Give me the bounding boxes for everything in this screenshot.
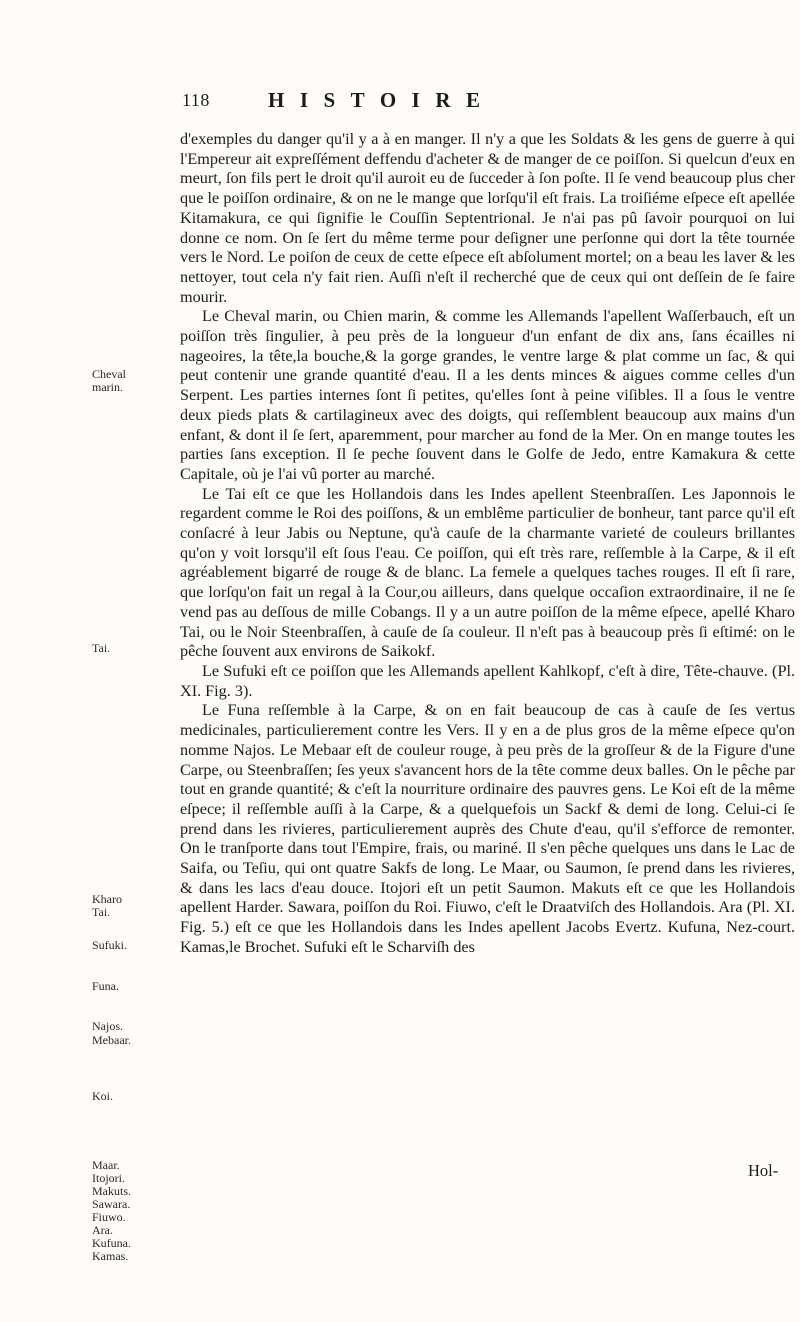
margin-note-koi: [92, 1090, 113, 1103]
margin-note-line: marin.: [92, 380, 123, 394]
body-text: [180, 130, 795, 958]
running-title: HISTOIRE: [268, 88, 496, 112]
margin-note-line: Fiuwo.: [92, 1210, 126, 1224]
margin-note-line: Makuts.: [92, 1184, 131, 1198]
margin-note-sufuki: [92, 939, 127, 952]
margin-note-funa: [92, 980, 119, 993]
paragraph-cheval-marin: Le Cheval marin, ou Chien marin, & comme les Allemands l'apellent Waſſerbauch, eſt un poiſſon très ſingulier, à peu près de la longueur d'un enfant de dix ans, ſans écailles ni nageoires, la tête,la bouche,& la gorge grandes, le ventre large & plat comme un ſac, & qui peut contenir une grande quantité d'eau. Il a les dents minces & aigues comme celles d'un Serpent. Les parties internes ſont ſi petites, qu'elles ſont à peine viſibles. Il a ſous le ventre deux pieds plats & cartilagineux avec des doigts, qui reſſemblent beaucoup aux mains d'un enfant, & dont il ſe ſert, aparemment, pour marcher au fond de la Mer. On en mange toutes les parties ſans exception. Il ſe peche ſouvent dans le Golfe de Jedo, entre Kamakura & cette Capitale, où je l'ai vû porter au marché.: [180, 307, 795, 483]
margin-note-line: Kufuna.: [92, 1236, 131, 1250]
margin-note-line: Funa.: [92, 979, 119, 993]
page-number: 118: [182, 90, 210, 110]
catchword: Hol-: [748, 1161, 779, 1180]
page-header: [182, 90, 792, 118]
margin-note-line: Itojori.: [92, 1171, 125, 1185]
paragraph-funa: Le Funa reſſemble à la Carpe, & on en fait beaucoup de cas à cauſe de ſes vertus medicinales, particulierement contre les Vers. Il y en a de plus gros de la même eſpece qu'on nomme Najos. Le Mebaar eſt de couleur rouge, à peu près de la groſſeur & de la Figure d'une Carpe, ou Steenbraſſen; ſes yeux s'avancent hors de la tête comme deux balles. On le pêche par tout en grande quantité; & c'eſt la nourriture ordinaire des pauvres gens. Le Koi eſt de la même eſpece; il reſſemble auſſi à la Carpe, & a quelquefois un Sackf & demi de long. Celui-ci ſe prend dans les rivieres, particulierement auprès des Chute d'eau, qu'il s'efforce de remonter. On le tranſporte dans tout l'Empire, frais, ou mariné. Il s'en pêche quelques uns dans le Lac de Saifa, ou Teſiu, qui ont quatre Sakfs de long. Le Maar, ou Saumon, ſe prend dans les rivieres, & dans les lacs d'eau douce. Itojori eſt un petit Saumon. Makuts eſt ce que les Hollandois apellent Harder. Sawara, poiſſon du Roi. Fiuwo, c'eſt le Draatviſch des Hollandois. Ara (Pl. XI. Fig. 5.) eſt ce que les Hollandois dans les Indes apellent Jacobs Evertz. Kufuna, Nez-court. Kamas,le Brochet. Sufuki eſt le Scharviſh des: [180, 701, 795, 956]
margin-note-line: Maar.: [92, 1158, 120, 1172]
margin-note-line: Najos.: [92, 1019, 123, 1033]
margin-note-mebaar: [92, 1034, 131, 1047]
margin-note-line: Tai.: [92, 905, 111, 919]
margin-note-cheval-marin: [92, 368, 126, 394]
margin-note-najos: [92, 1020, 123, 1033]
margin-note-line: Mebaar.: [92, 1033, 131, 1047]
margin-note-line: Sufuki.: [92, 938, 128, 952]
margin-note-tai: [92, 642, 110, 655]
margin-note-line: Kharo: [92, 892, 122, 906]
margin-note-kharo-tai: [92, 893, 122, 919]
margin-note-line: Ara.: [92, 1223, 113, 1237]
paragraph-sufuki: Le Sufuki eſt ce poiſſon que les Allemands apellent Kahlkopf, c'eſt à dire, Tête-chauve. (Pl. XI. Fig. 3).: [180, 661, 795, 700]
margin-note-line: Kamas.: [92, 1249, 129, 1263]
paragraph-tai: Le Tai eſt ce que les Hollandois dans les Indes apellent Steenbraſſen. Les Japonnois le regardent comme le Roi des poiſſons, & un emblême particulier de bonheur, tant parce qu'il eſt conſacré à leur Jabis ou Neptune, qu'à cauſe de la charmante varieté de couleurs brillantes qu'on y voit lorsqu'il eſt ſous l'eau. Ce poiſſon, qui eſt très rare, reſſemble à la Carpe, & il eſt agréablement bigarré de rouge & de blanc. La femele a quelques taches rouges. Il eſt ſi rare, que lorſqu'on fait un regal à la Cour,ou ailleurs, dans quelque occaſion extraordinaire, il ne ſe vend pas au deſſous de mille Cobangs. Il y a un autre poiſſon de la même eſpece, apellé Kharo Tai, ou le Noir Steenbraſſen, à cauſe de ſa couleur. Il n'eſt pas à beaucoup près ſi eſtimé: on le pêche ſouvent aux environs de Saikokf.: [180, 484, 795, 661]
margin-note-line: Koi.: [92, 1089, 113, 1103]
margin-note-line: Sawara.: [92, 1197, 131, 1211]
margin-note-maar-group: [92, 1159, 131, 1263]
paragraph-continuation: d'exemples du danger qu'il y a à en manger. Il n'y a que les Soldats & les gens de guerre à qui l'Empereur ait expreſſément deffendu d'acheter & de manger de ce poiſſon. Si quelcun d'eux en meurt, ſon fils pert le droit qu'il auroit eu de ſucceder à ſon poſte. Il ſe vend beaucoup plus cher que le poiſſon ordinaire, & on ne le mange que lorſqu'il eſt frais. La troiſiéme eſpece eſt apellée Kitamakura, ce qui ſignifie le Couſſin Septentrional. Je n'ai pas pû ſavoir pourquoi on lui donne ce nom. On ſe ſert du même terme pour deſigner une perſonne qui dort la tête tournée vers le Nord. Le poiſon de ceux de cette eſpece eſt abſolument mortel; on a beau les laver & les nettoyer, tout cela n'y fait rien. Auſſi n'eſt il recherché que de ceux qui ont deſſein de ſe faire mourir.: [180, 130, 795, 306]
margin-note-line: Cheval: [92, 367, 126, 381]
margin-note-line: Tai.: [92, 641, 111, 655]
